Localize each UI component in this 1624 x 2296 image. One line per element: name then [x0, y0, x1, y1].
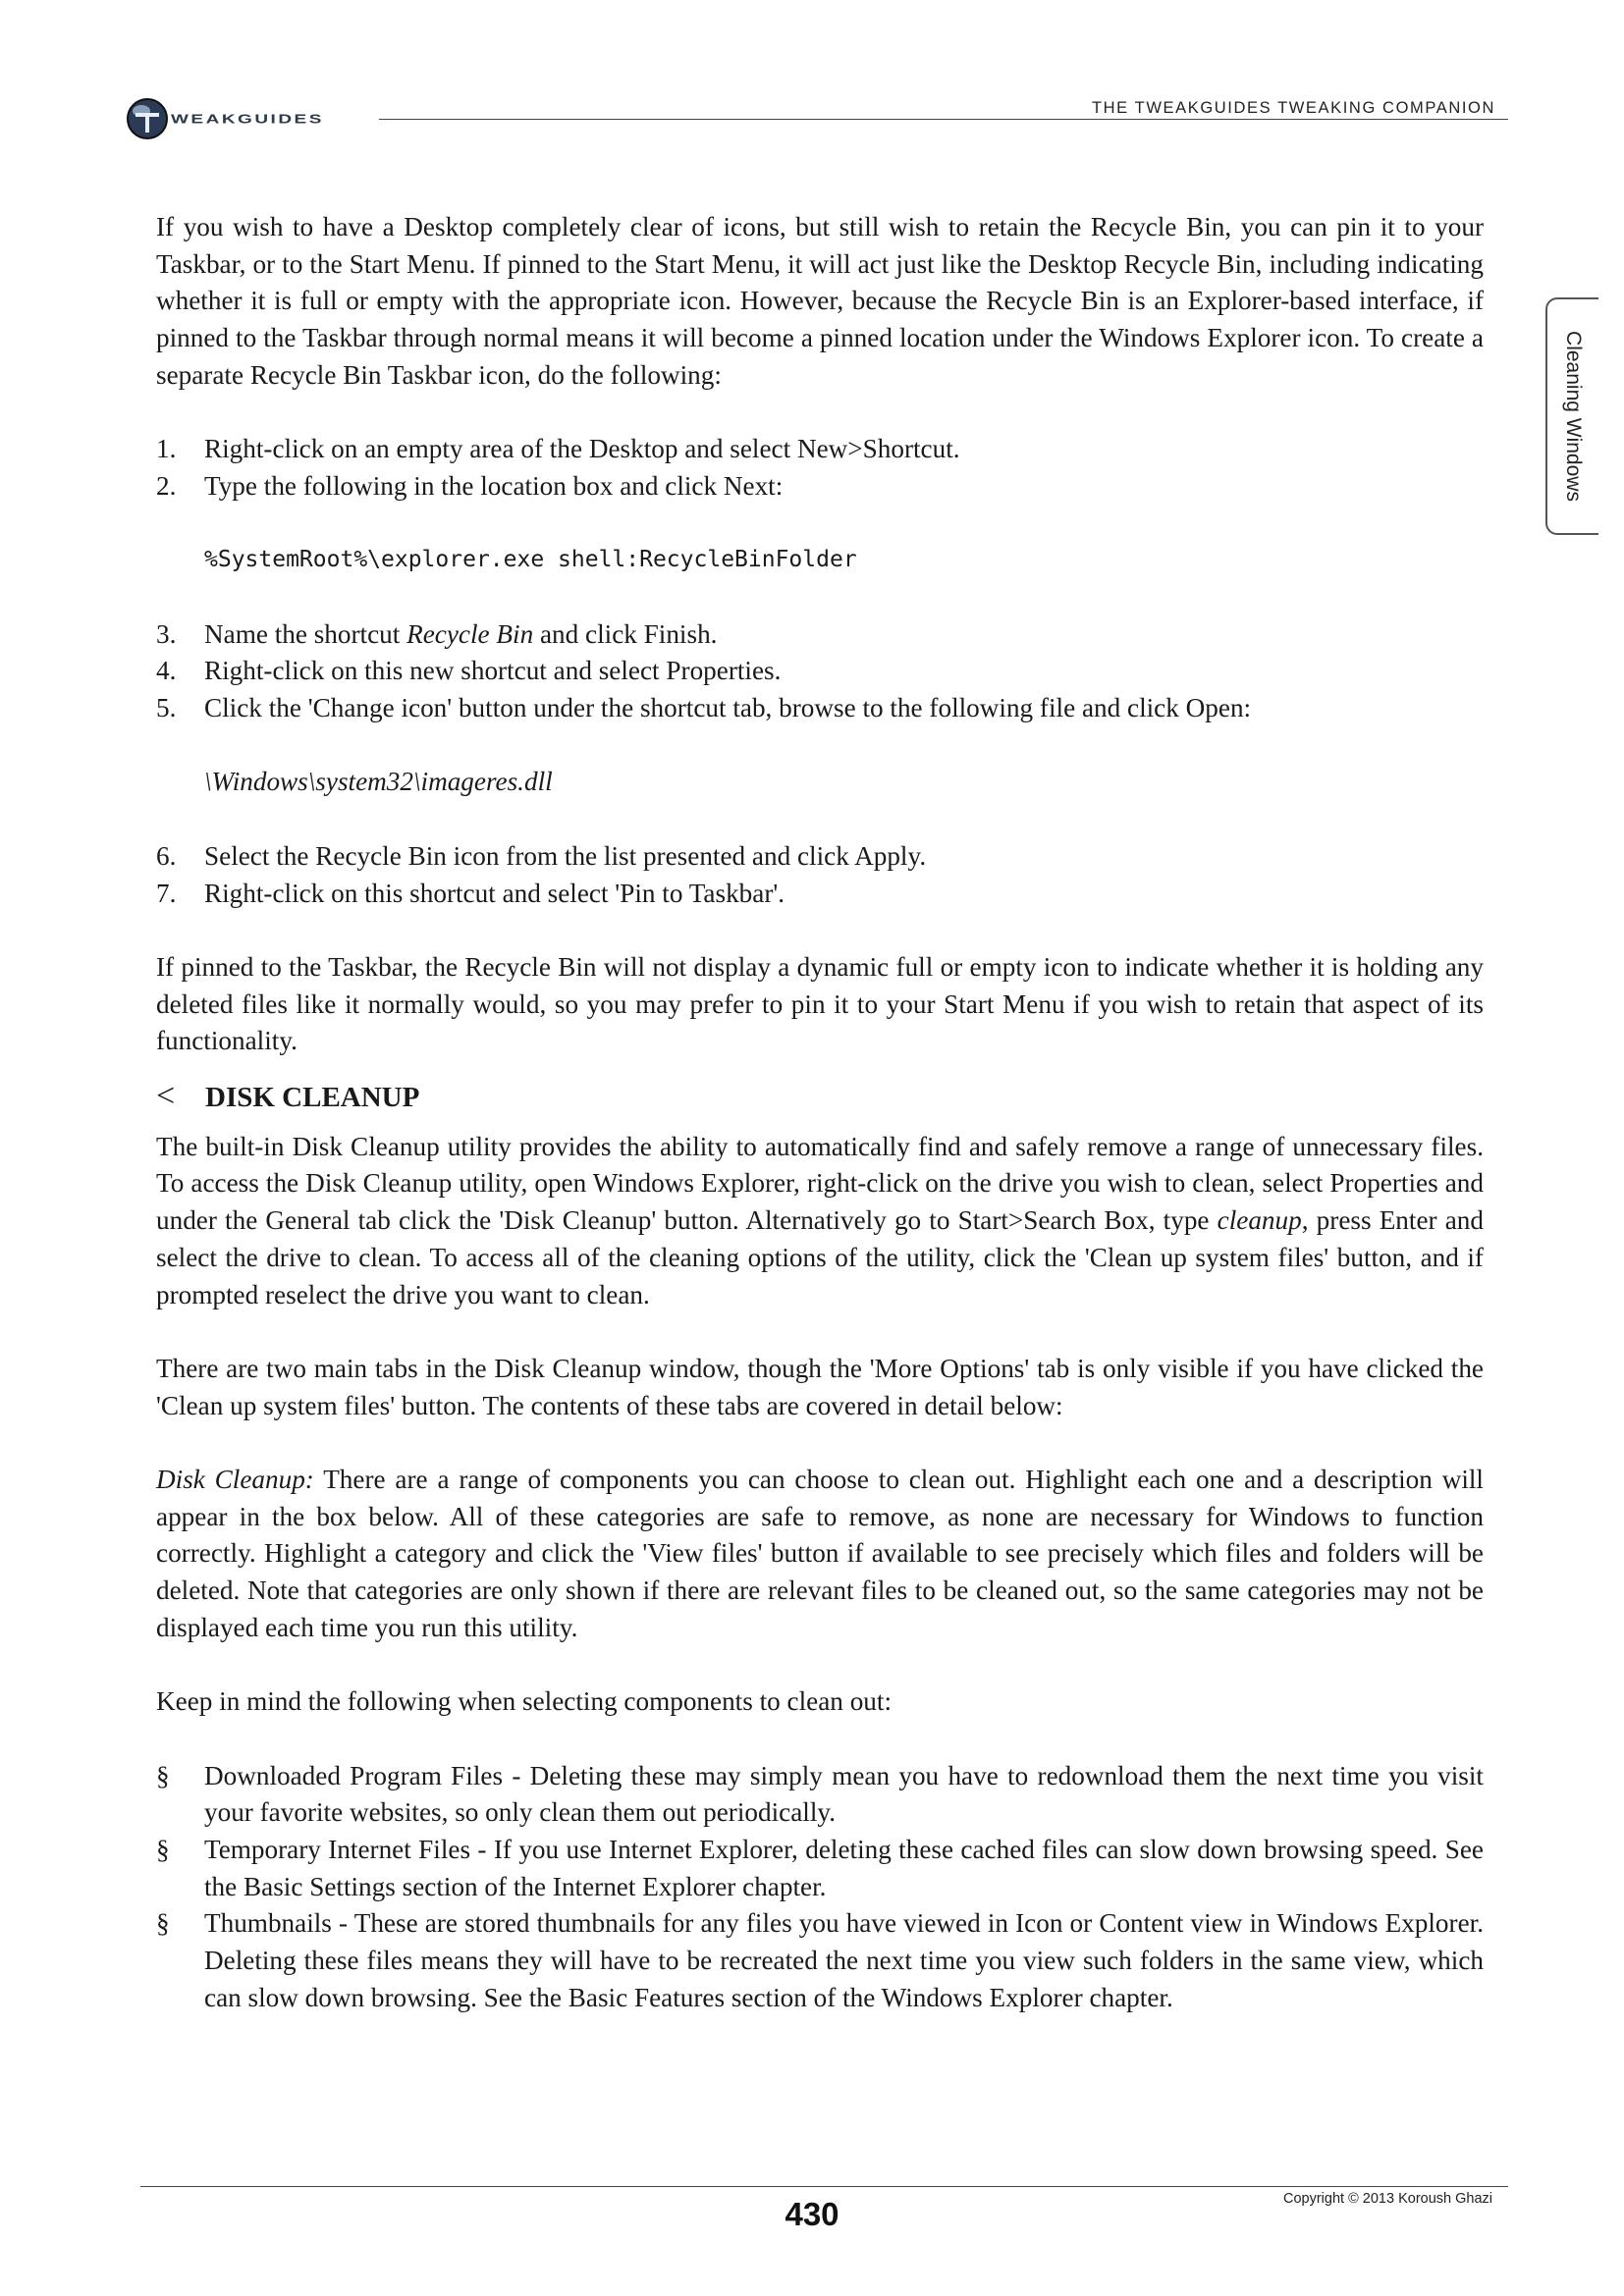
- section-sign-bullet: §: [156, 1760, 170, 1790]
- bullet-text: Downloaded Program Files - Deleting these may simply mean you have to redownload them the next time you visit your favorite websites, so only clean them out periodically.: [204, 1760, 1484, 1828]
- list-item-text: Click the 'Change icon' button under the shortcut tab, browse to the following file and click Open:: [204, 693, 1252, 723]
- chapter-side-tab-label: Cleaning Windows: [1562, 331, 1585, 502]
- list-item-number: 6.: [156, 840, 177, 871]
- list-item-text-post: and click Finish.: [533, 618, 718, 649]
- copyright-notice: Copyright © 2013 Koroush Ghazi: [1283, 2191, 1492, 2207]
- list-item-text: Select the Recycle Bin icon from the list presented and click Apply.: [204, 840, 927, 871]
- bullet-item: [156, 1832, 1484, 1905]
- bullet-text: Temporary Internet Files - If you use Internet Explorer, deleting these cached files can slow down browsing speed. See the Basic Settings section of the Internet Explorer chapter.: [204, 1835, 1484, 1901]
- section-heading-text: DISK CLEANUP: [205, 1082, 420, 1114]
- bullet-item: [156, 1758, 1484, 1832]
- list-item: [156, 838, 1484, 876]
- pinned-note-paragraph: If pinned to the Taskbar, the Recycle Bin will not display a dynamic full or empty icon to indicate whether it is holding any deleted files like it normally would, so you may prefer to pin it to your Start Menu if you wish to retain that aspect of its functionality.: [156, 951, 1484, 1056]
- header-title: THE TWEAKGUIDES TWEAKING COMPANION: [1091, 99, 1495, 117]
- list-item-text: Right-click on this shortcut and select 'Pin to Taskbar'.: [204, 878, 785, 908]
- section-sign-bullet: §: [156, 1835, 170, 1865]
- logo-wordmark: WEAKGUIDES: [171, 112, 324, 127]
- list-item: [156, 616, 1484, 654]
- list-item: [156, 431, 1484, 468]
- header-divider: [379, 119, 1508, 120]
- page-body: [156, 209, 1484, 2017]
- list-item-text: Right-click on this new shortcut and select Properties.: [204, 656, 782, 686]
- section-marker-icon: <: [156, 1078, 176, 1115]
- keep-in-mind-paragraph: Keep in mind the following when selecting components to clean out:: [156, 1686, 892, 1717]
- list-item-number: 4.: [156, 656, 177, 686]
- logo-globe-icon: [126, 95, 171, 144]
- inline-emphasis: Disk Cleanup:: [156, 1465, 314, 1495]
- section-sign-bullet: §: [156, 1908, 170, 1939]
- bullet-text: Thumbnails - These are stored thumbnails for any files you have viewed in Icon or Content view in Windows Explorer. Deleting these files means they will have to be recreated the next time you view such folders in the same view, which can slow down browsing. See the Basic Features section of the Windows Explorer chapter.: [204, 1908, 1484, 2012]
- inline-emphasis: cleanup: [1217, 1205, 1302, 1236]
- list-item-number: 5.: [156, 693, 177, 723]
- disk-cleanup-paragraph-3: Disk Cleanup: There are a range of components you can choose to clean out. Highlight each one and a description will appear in the box below. All of these categories are safe to remove, as none are necessary for Windows to function correctly. Highlight a category and click the 'View files' button if available to see precisely which files and folders will be deleted. Note that categories are only shown if there are relevant files to be cleaned out, so the same categories may not be displayed each time you run this utility.: [156, 1465, 1484, 1642]
- tweakguides-logo: [126, 95, 361, 146]
- list-item-text: Right-click on an empty area of the Desktop and select New>Shortcut.: [204, 434, 960, 464]
- bullet-item: [156, 1905, 1484, 2016]
- list-item: [156, 468, 1484, 506]
- chapter-side-tab: [1545, 297, 1598, 535]
- list-item: [156, 876, 1484, 913]
- disk-cleanup-paragraph-2: There are two main tabs in the Disk Cleanup window, though the 'More Options' tab is only visible if you have clicked the 'Clean up system files' button. The contents of these tabs are covered in detail below:: [156, 1353, 1484, 1420]
- footer-divider: [140, 2186, 1508, 2187]
- code-command: %SystemRoot%\explorer.exe shell:RecycleBinFolder: [204, 547, 857, 573]
- intro-paragraph: If you wish to have a Desktop completely clear of icons, but still wish to retain the Recycle Bin, you can pin it to your Taskbar, or to the Start Menu. If pinned to the Start Menu, it will act just like the Desktop Recycle Bin, including indicating whether it is full or empty with the appropriate icon. However, because the Recycle Bin is an Explorer-based interface, if pinned to the Taskbar through normal means it will become a pinned location under the Windows Explorer icon. To create a separate Recycle Bin Taskbar icon, do the following:: [156, 212, 1484, 390]
- disk-cleanup-paragraph-1: The built-in Disk Cleanup utility provides the ability to automatically find and safely remove a range of unnecessary files. To access the Disk Cleanup utility, open Windows Explorer, right-click on the drive you wish to clean, select Properties and under the General tab click the 'Disk Cleanup' button. Alternatively go to Start>Search Box, type cleanup, press Enter and select the drive to clean. To access all of the cleaning options of the utility, click the 'Clean up system files' button, and if prompted reselect the drive you want to clean.: [156, 1131, 1484, 1309]
- list-item-text-emphasis: Recycle Bin: [406, 618, 534, 649]
- list-item-number: 7.: [156, 878, 177, 908]
- list-item: [156, 653, 1484, 690]
- section-heading: [156, 1078, 1484, 1117]
- list-item-text: Type the following in the location box and click Next:: [204, 470, 784, 501]
- list-item-number: 1.: [156, 434, 177, 464]
- list-item-number: 3.: [156, 618, 177, 649]
- list-item-text-pre: Name the shortcut: [204, 618, 407, 649]
- page-number: 430: [785, 2196, 839, 2232]
- list-item-number: 2.: [156, 470, 177, 501]
- file-path: \Windows\system32\imageres.dll: [204, 767, 553, 797]
- list-item: [156, 690, 1484, 727]
